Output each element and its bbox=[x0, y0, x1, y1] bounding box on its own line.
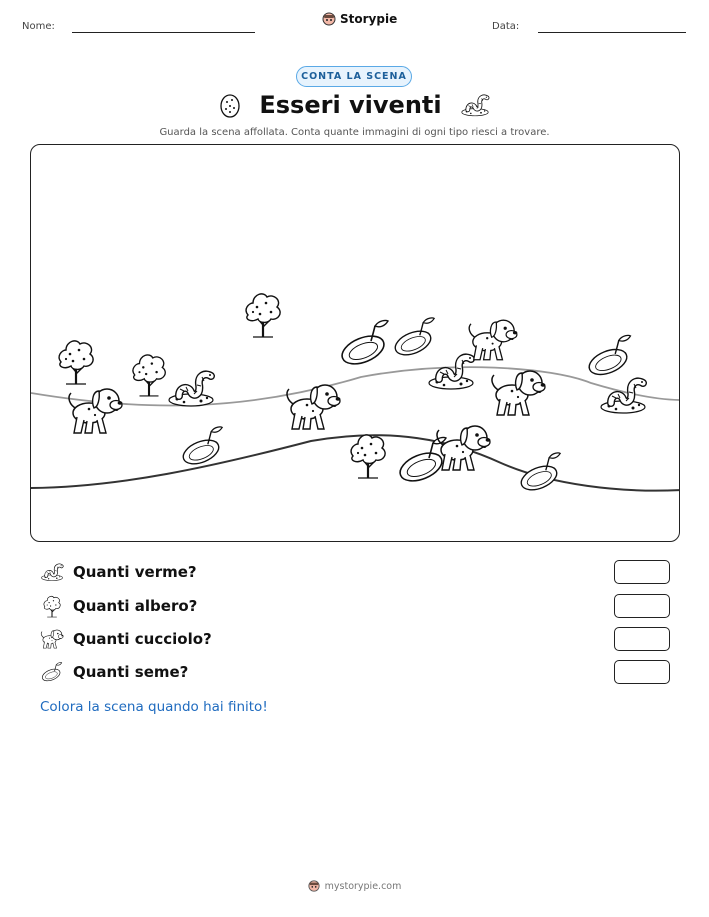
hill-line-back bbox=[31, 367, 680, 405]
activity-badge: CONTA LA SCENA bbox=[296, 66, 412, 87]
seed bbox=[180, 427, 222, 469]
puppy bbox=[492, 371, 545, 415]
question-seeds bbox=[40, 660, 670, 684]
hill-line-front bbox=[31, 435, 680, 490]
question-label: Quanti albero? bbox=[73, 597, 198, 615]
name-label: Nome: bbox=[22, 21, 55, 32]
puppy bbox=[437, 426, 490, 470]
tree bbox=[351, 435, 385, 478]
answer-box-seeds[interactable] bbox=[614, 660, 670, 684]
question-label: Quanti verme? bbox=[73, 563, 197, 581]
tree bbox=[59, 341, 93, 384]
title-row bbox=[0, 91, 709, 119]
question-trees bbox=[40, 594, 670, 618]
instructions: Guarda la scena affollata. Conta quante immagini di ogni tipo riesci a trovare. bbox=[159, 127, 550, 138]
brand-logo bbox=[322, 12, 397, 26]
question-label: Quanti seme? bbox=[73, 663, 189, 681]
puppy bbox=[469, 320, 517, 360]
seed bbox=[338, 321, 388, 370]
name-field[interactable] bbox=[72, 32, 255, 33]
seed-icon bbox=[40, 660, 64, 684]
tree bbox=[246, 294, 280, 337]
question-label: Quanti cucciolo? bbox=[73, 630, 212, 648]
puppy-icon bbox=[40, 627, 64, 651]
counting-scene[interactable] bbox=[30, 144, 680, 542]
question-worms bbox=[40, 560, 670, 584]
site-url: mystorypie.com bbox=[324, 880, 402, 892]
coloring-instruction: Colora la scena quando hai finito! bbox=[40, 699, 268, 715]
storypie-mascot-icon bbox=[322, 12, 336, 26]
brand-name: Storypie bbox=[340, 12, 398, 26]
tree-icon bbox=[40, 594, 64, 618]
answer-box-puppies[interactable] bbox=[614, 627, 670, 651]
seed bbox=[392, 318, 434, 360]
seed bbox=[518, 453, 560, 495]
worm bbox=[601, 381, 645, 413]
egg-icon bbox=[219, 92, 241, 118]
worm bbox=[169, 374, 213, 406]
site-footer bbox=[0, 880, 709, 892]
worm-icon bbox=[460, 92, 490, 118]
worm-icon bbox=[40, 560, 64, 584]
puppy bbox=[287, 385, 340, 429]
puppy bbox=[69, 389, 122, 433]
question-puppies bbox=[40, 627, 670, 651]
answer-box-worms[interactable] bbox=[614, 560, 670, 584]
answer-box-trees[interactable] bbox=[614, 594, 670, 618]
storypie-mascot-icon bbox=[308, 880, 320, 892]
tree bbox=[133, 355, 165, 396]
seed bbox=[586, 335, 631, 379]
date-field[interactable] bbox=[538, 32, 686, 33]
seed bbox=[396, 438, 446, 487]
page-title: Esseri viventi bbox=[259, 91, 442, 119]
worm bbox=[429, 357, 473, 389]
scene-illustration bbox=[31, 145, 680, 542]
date-label: Data: bbox=[492, 21, 520, 32]
